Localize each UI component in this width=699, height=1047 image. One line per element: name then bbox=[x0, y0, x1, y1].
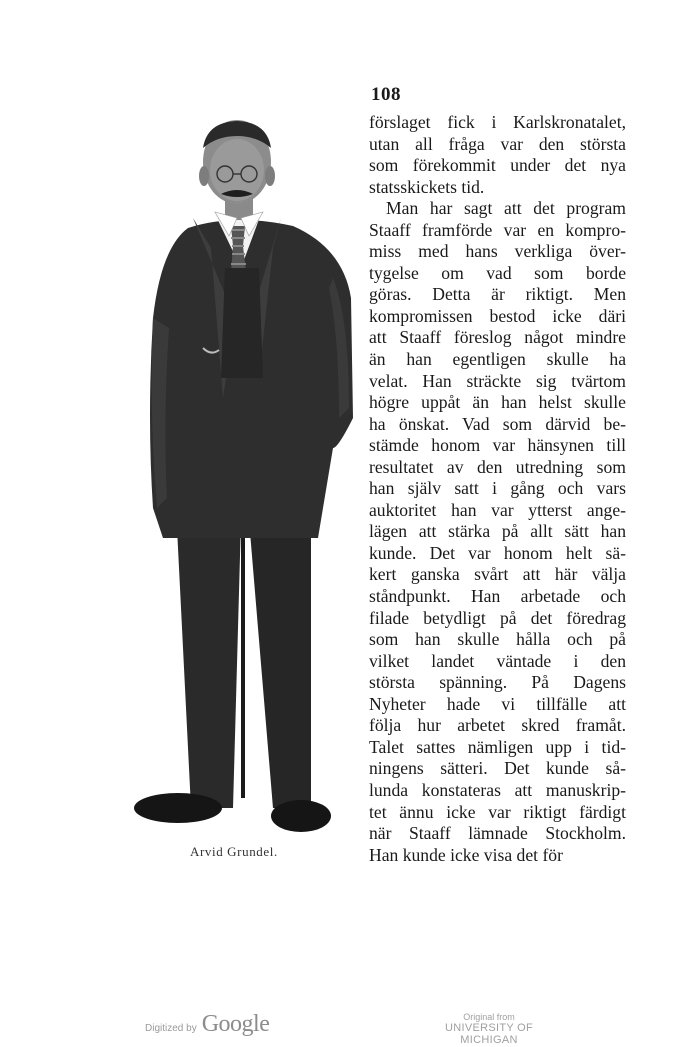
text-line: resultatet av den utredning som bbox=[369, 456, 626, 477]
text-line: att Staaff föreslog något mindre bbox=[369, 327, 626, 348]
text-line: Nyheter hade vi tillfälle att bbox=[369, 693, 626, 714]
text-line: filade betydligt på det föredrag bbox=[369, 607, 626, 628]
original-from-label: Original from bbox=[463, 1012, 515, 1022]
text-line: velat. Han sträckte sig tvärtom bbox=[369, 370, 626, 391]
digitized-label: Digitized by bbox=[145, 1023, 197, 1034]
photo-caption: Arvid Grundel. bbox=[190, 844, 278, 859]
text-line: auktoritet han var ytterst ange- bbox=[369, 499, 626, 520]
standing-man-figure bbox=[133, 118, 355, 838]
text-line: kompromissen bestod icke däri bbox=[369, 305, 626, 326]
text-line: när Staaff lämnade Stockholm. bbox=[369, 823, 626, 844]
text-line: göras. Detta är riktigt. Men bbox=[369, 284, 626, 305]
text-line: som förekommit under det nya bbox=[369, 155, 626, 176]
text-line: utan all fråga var den största bbox=[369, 133, 626, 154]
text-line: tygelse om vad som borde bbox=[369, 262, 626, 283]
original-source-notice bbox=[424, 1012, 554, 1046]
text-line: kert ganska svårt att här välja bbox=[369, 564, 626, 585]
text-line: kunde. Det var honom helt sä- bbox=[369, 542, 626, 563]
text-line: Han kunde icke visa det för bbox=[369, 844, 563, 865]
portrait-photo bbox=[133, 118, 355, 838]
body-text bbox=[369, 112, 626, 866]
text-line: miss med hans verkliga över- bbox=[369, 241, 626, 262]
text-line: än han egentligen skulle ha bbox=[369, 349, 626, 370]
text-line: Talet sattes nämligen upp i tid- bbox=[369, 736, 626, 757]
google-logo: Google bbox=[201, 1011, 270, 1037]
text-line: tet ännu icke var riktigt färdigt bbox=[369, 801, 626, 822]
digitized-by-notice bbox=[145, 1011, 269, 1038]
text-line: lägen att stärka på allt sätt han bbox=[369, 521, 626, 542]
text-line: lunda konstateras att manuskrip- bbox=[369, 779, 626, 800]
text-line: som han skulle hålla och på bbox=[369, 629, 626, 650]
original-source-name: UNIVERSITY OF MICHIGAN bbox=[444, 1022, 534, 1046]
text-line: följa hur arbetet skred framåt. bbox=[369, 715, 626, 736]
text-line: vilket landet väntade i den bbox=[369, 650, 626, 671]
text-line: Staaff framförde var en kompro- bbox=[369, 219, 626, 240]
text-line: ningens sätteri. Det kunde så- bbox=[369, 758, 626, 779]
text-line: högre uppåt än han helst skulle bbox=[369, 392, 626, 413]
text-line: han själv satt i gång och vars bbox=[369, 478, 626, 499]
text-line: största spänning. På Dagens bbox=[369, 672, 626, 693]
text-line: Man har sagt att det program bbox=[386, 198, 626, 219]
page-number: 108 bbox=[371, 84, 401, 105]
text-line: ståndpunkt. Han arbetade och bbox=[369, 586, 626, 607]
text-line: förslaget fick i Karlskronatalet, bbox=[369, 112, 626, 132]
text-line: statsskickets tid. bbox=[369, 176, 485, 197]
text-line: stämde honom var hänsynen till bbox=[369, 435, 626, 456]
text-line: ha önskat. Vad som därvid be- bbox=[369, 413, 626, 434]
